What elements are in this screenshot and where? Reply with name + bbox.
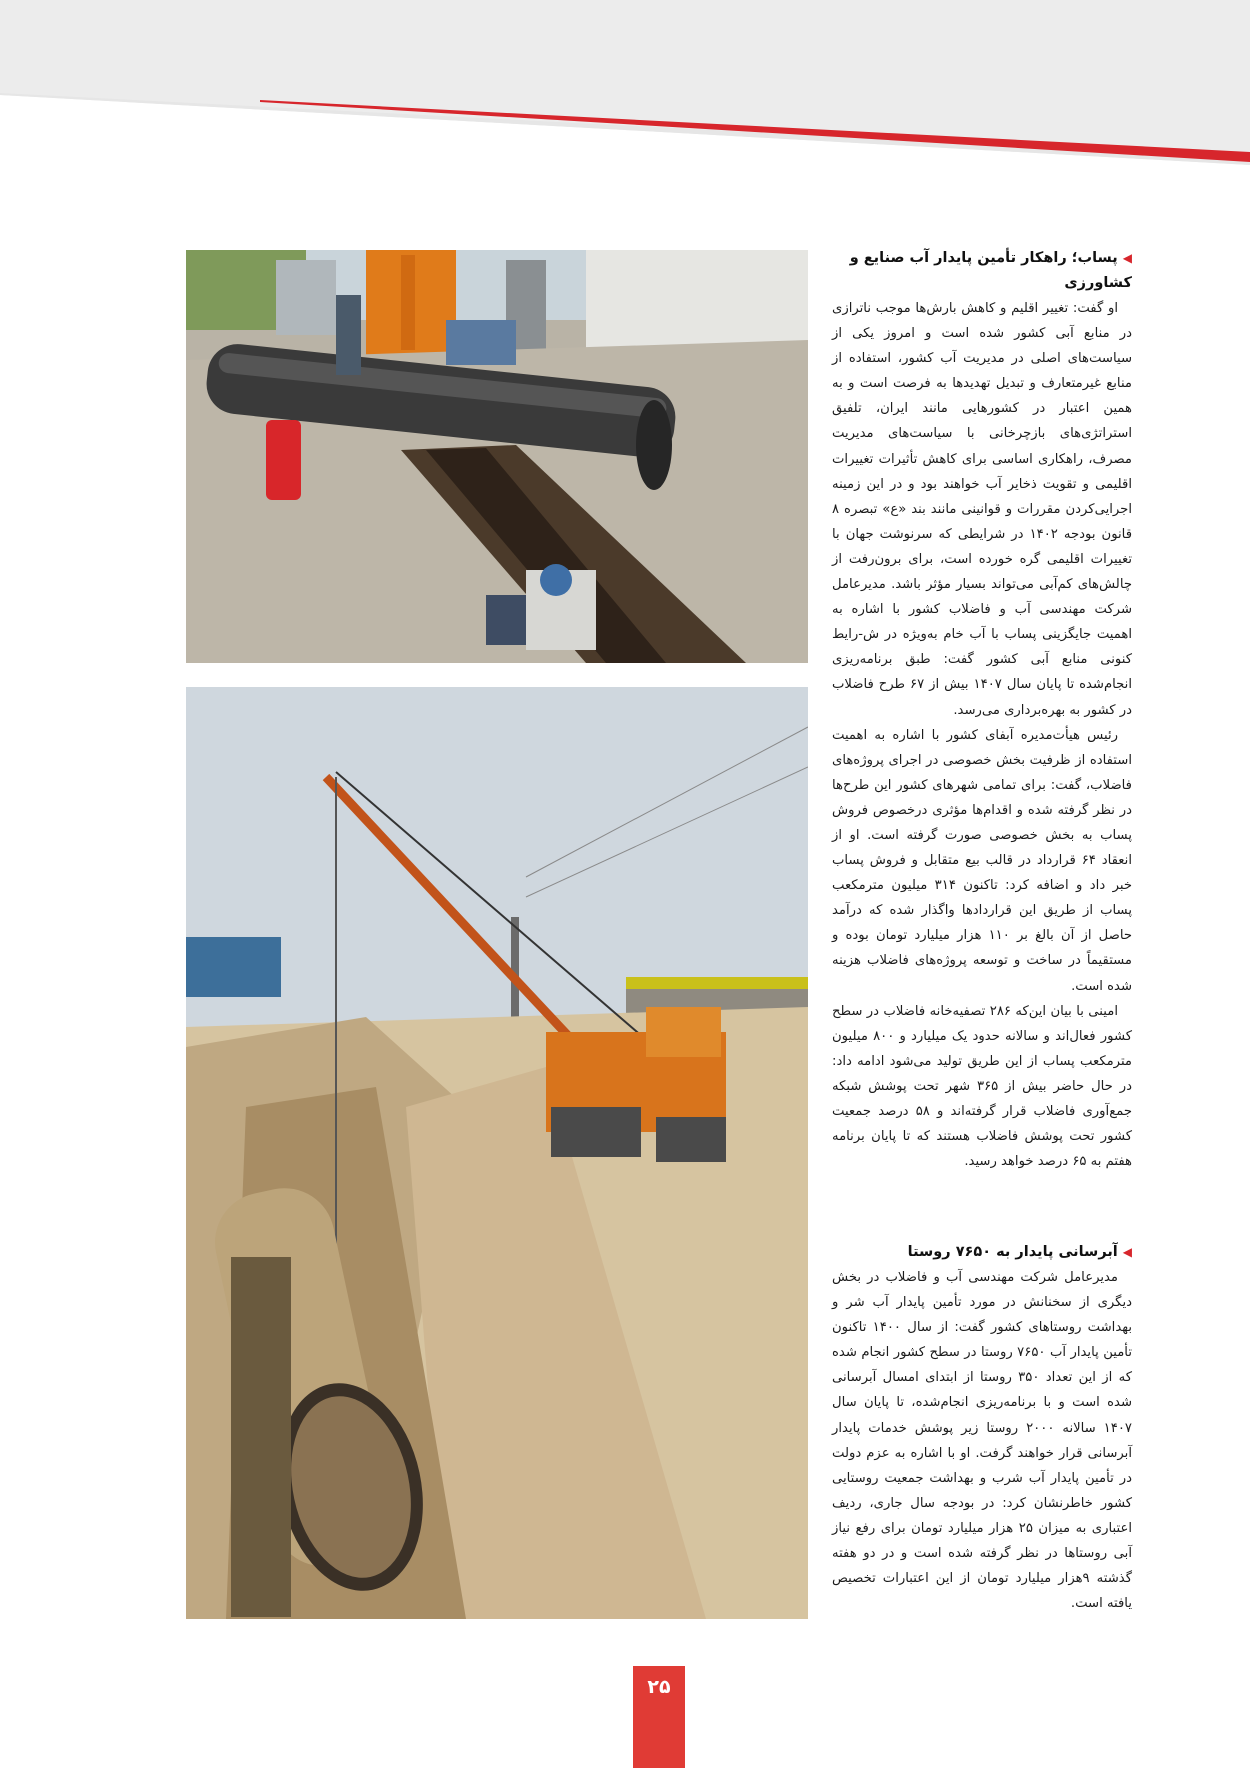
photo-pipelayer-trench (186, 687, 808, 1619)
bullet-marker-icon: ◀ (1122, 251, 1132, 265)
page-number: ۲۵ (633, 1666, 685, 1768)
section-heading: ◀پساب؛ راهکار تأمین پایدار آب صنایع و کشاورزی (849, 250, 1132, 291)
article-section-reuse-wastewater (832, 246, 1132, 1174)
article-section-rural-water (832, 1240, 1132, 1616)
section-heading: ◀آبرسانی پایدار به ۷۶۵۰ روستا (907, 1244, 1132, 1260)
paragraph: او گفت: تغییر اقلیم و کاهش بارش‌ها موجب ناترازی در منابع آبی کشور شده است و امروز یکی از سیاست‌های اصلی در مدیریت آب کشور، استفاده از منابع غیرمتعارف و تبدیل تهدیدها به فرصت است و به همین اعتبار در کشورهایی مانند ایران، تلفیق استراتژی‌های بازچرخانی با سیاست‌های مدیریت مصرف، راهکاری اساسی برای کاهش تأثیرات تغییرات اقلیمی و تقویت ذخایر آب خواهند بود و در این زمینه اجرایی‌کردن مقررات و قوانینی مانند بند «ع» تبصره ۸ قانون بودجه ۱۴۰۲ در شرایطی که سرنوشت جهان با تغییرات اقلیمی گره خورده است، برای برون‌رفت از چالش‌های کم‌آبی می‌تواند بسیار مؤثر باشد. مدیرعامل شرکت مهندسی آب و فاضلاب کشور با اشاره به اهمیت جایگزینی پساب با آب خام به‌ویژه در ش-رایط کنونی منابع آبی کشور گفت: طبق برنامه‌ریزی انجام‌شده تا پایان سال ۱۴۰۷ بیش از ۶۷ طرح فاضلاب در کشور به بهره‌برداری می‌رسد. (832, 301, 1132, 718)
paragraph: رئیس هیأت‌مدیره آبفای کشور با اشاره به اهمیت استفاده از ظرفیت بخش خصوصی در اجرای پروژه‌های فاضلاب، گفت: برای تمامی شهرهای کشور این طرح‌ها در نظر گرفته شده و اقدام‌ها مؤثری درخصوص فروش پساب به بخش خصوصی صورت گرفته است. او از انعقاد ۶۴ قرارداد در قالب بیع متقابل و فروش پساب خبر داد و اضافه کرد: تاکنون ۳۱۴ میلیون مترمکعب پساب از طریق این قراردادها واگذار شده که درآمد حاصل از آن بالغ بر ۱۱۰ هزار میلیارد تومان بوده و مستقیماً در ساخت و توسعه پروژه‌های فاضلاب هزینه شده است. (832, 727, 1133, 994)
bullet-marker-icon: ◀ (1122, 1245, 1132, 1259)
photo-pipe-laying-street (186, 250, 808, 663)
paragraph: امینی با بیان این‌که ۲۸۶ تصفیه‌خانه فاضلاب در سطح کشور فعال‌اند و سالانه حدود یک میلیارد و ۸۰۰ میلیون مترمکعب پساب از این طریق تولید می‌شود ادامه داد: در حال حاضر بیش از ۳۶۵ شهر تحت پوشش شبکه جمع‌آوری فاضلاب قرار گرفته‌اند و ۵۸ درصد جمعیت کشور تحت پوشش فاضلاب هستند که تا پایان برنامه هفتم به ۶۵ درصد خواهد رسید. (832, 1003, 1133, 1170)
paragraph: مدیرعامل شرکت مهندسی آب و فاضلاب در بخش دیگری از سخنانش در مورد تأمین پایدار آب شر و بهداشت روستاهای کشور گفت: از سال ۱۴۰۰ تاکنون تأمین پایدار آب ۷۶۵۰ روستا در سطح کشور انجام شده که از این تعداد ۳۵۰ روستا از ابتدای امسال آبرسانی شده است و با برنامه‌ریزی انجام‌شده، تا پایان سال ۱۴۰۷ سالانه ۲۰۰۰ روستا زیر پوشش خدمات پایدار آبرسانی قرار خواهند گرفت. او با اشاره به عزم دولت در تأمین پایدار آب شرب و بهداشت جمعیت روستایی کشور خاطرنشان کرد: در بودجه سال جاری، ردیف اعتباری به میزان ۲۵ هزار میلیارد تومان برای رفع نیاز آبی روستاها در نظر گرفته شده است و در دو هفته گذشته ۹هزار میلیارد تومان از این اعتبارات تخصیص یافته است. (832, 1270, 1133, 1612)
header-decoration (0, 0, 1250, 170)
